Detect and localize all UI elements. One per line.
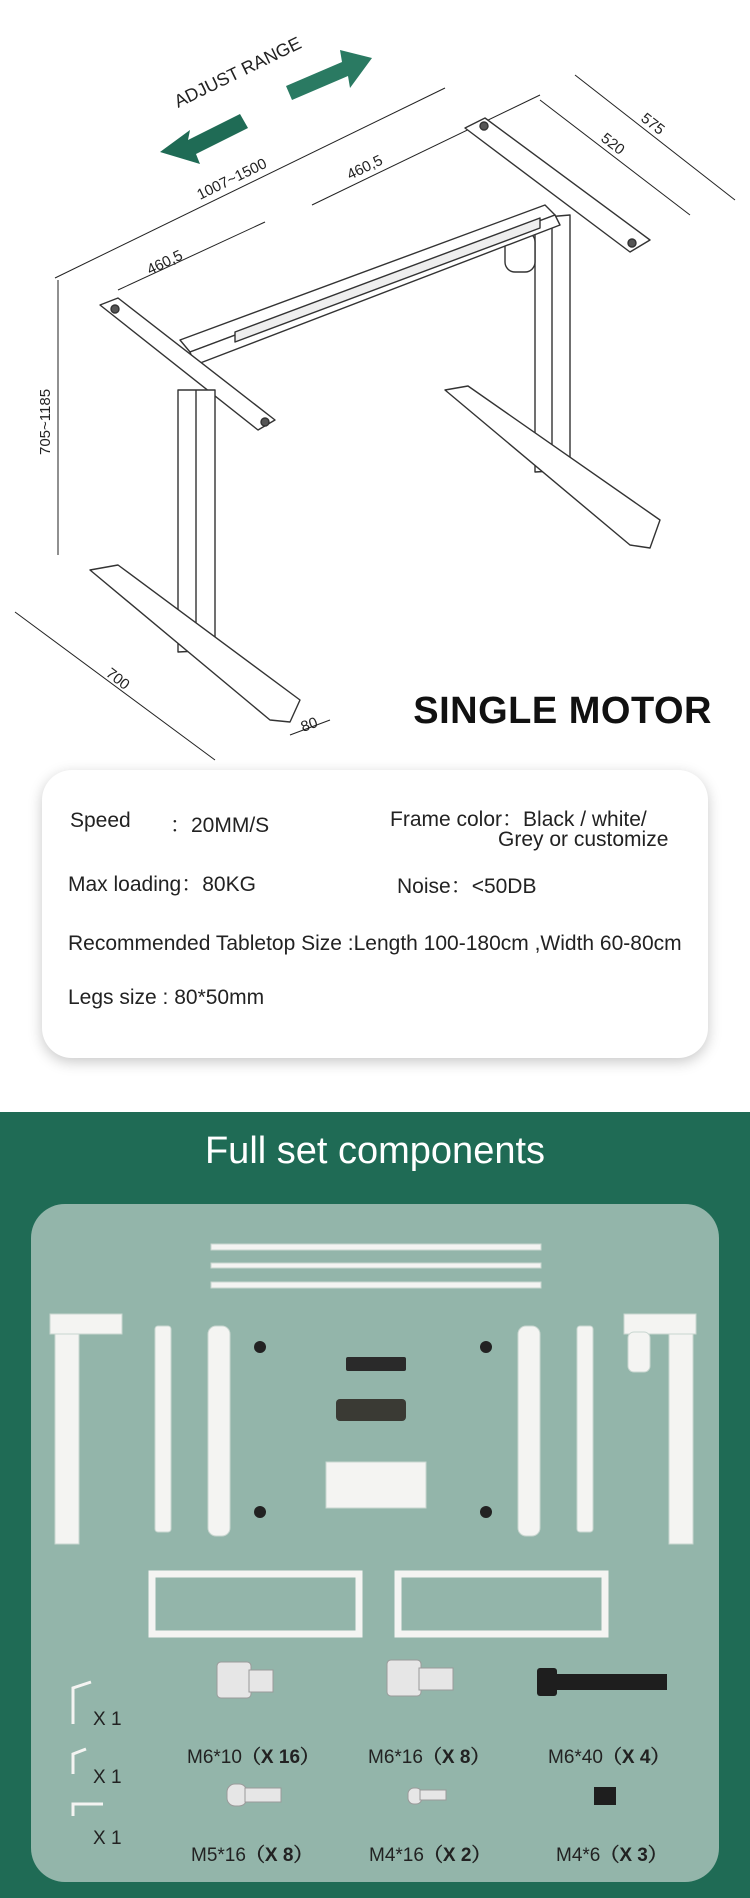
- spec-speed-label: Speed: [70, 809, 131, 832]
- screw-qty: （X 4）: [602, 1747, 670, 1768]
- screw-label-m6-10: [187, 1742, 319, 1769]
- screw-m6-10: [217, 1662, 251, 1698]
- screw-qty: （X 8）: [245, 1845, 313, 1866]
- hand-switch: [346, 1357, 406, 1371]
- desk-frame-drawing: [90, 118, 660, 722]
- screw-m4-6: [594, 1787, 616, 1805]
- desk-frame-diagram: [0, 0, 750, 770]
- components-panel: [31, 1204, 719, 1882]
- wrench-qty-2: X 1: [93, 1767, 122, 1788]
- screw-qty: （X 16）: [241, 1747, 320, 1768]
- spec-noise: Noise：<50DB: [397, 875, 537, 898]
- screw-qty: （X 8）: [422, 1747, 490, 1768]
- motor-title: SINGLE MOTOR: [413, 690, 712, 732]
- screw-label-m5-16: [191, 1840, 312, 1867]
- spec-tabletop-size: Recommended Tabletop Size :Length 100-180cm ,Width 60-80cm: [68, 932, 682, 955]
- dim-foot-length: 700: [102, 664, 133, 694]
- spec-max-loading: Max loading：80KG: [68, 873, 256, 896]
- screw-name: M5*16: [191, 1845, 246, 1866]
- dim-depth-outer: 575: [637, 109, 668, 139]
- components-title: Full set components: [204, 1130, 546, 1172]
- screw-label-m4-16: [369, 1840, 490, 1867]
- dim-right-half: 460,5: [344, 151, 386, 184]
- spec-frame-color-options: Grey or customize: [498, 828, 669, 851]
- crossbar-tube: [211, 1244, 541, 1250]
- crossbar-tube: [211, 1282, 541, 1288]
- spec-card: [42, 770, 708, 1058]
- dim-height-range: 705~1185: [37, 388, 54, 455]
- components-illustration: [31, 1204, 719, 1882]
- screw-name: M4*16: [369, 1845, 424, 1866]
- allen-wrench-icons: [73, 1682, 103, 1816]
- screw-m6-16: [387, 1660, 421, 1696]
- dim-width-range: 1007~1500: [194, 155, 270, 204]
- screw-label-m6-16: [368, 1742, 489, 1769]
- wrench-qty-3: X 1: [93, 1828, 122, 1849]
- dim-depth-inner: 520: [597, 129, 628, 159]
- screw-label-m6-40: [548, 1742, 669, 1769]
- spec-legs-size: Legs size : 80*50mm: [68, 986, 265, 1009]
- screw-qty: （X 3）: [600, 1845, 667, 1866]
- arrow-left-icon: [160, 114, 248, 164]
- screw-name: M6*10: [187, 1747, 242, 1768]
- screw-label-m4-6: [556, 1840, 667, 1867]
- spec-speed-value: ：20MM/S: [170, 814, 270, 837]
- components-section: [0, 1112, 750, 1898]
- screw-name: M6*40: [548, 1747, 603, 1768]
- arrow-right-icon: [286, 50, 372, 100]
- screw-name: M4*6: [556, 1845, 601, 1866]
- crossbar-tube: [211, 1263, 541, 1268]
- wrench-qty-1: X 1: [93, 1709, 122, 1730]
- screw-name: M6*16: [368, 1747, 423, 1768]
- screw-m6-40: [537, 1668, 557, 1696]
- screw-qty: （X 2）: [423, 1845, 491, 1866]
- spec-frame-color: Frame color：Black / white/: [390, 808, 647, 831]
- control-box: [336, 1399, 406, 1421]
- dim-left-half: 460,5: [144, 246, 186, 279]
- screw-m5-16: [227, 1784, 247, 1806]
- adjust-range-label: ADJUST RANGE: [170, 32, 305, 112]
- dim-leg-width: 80: [298, 714, 321, 736]
